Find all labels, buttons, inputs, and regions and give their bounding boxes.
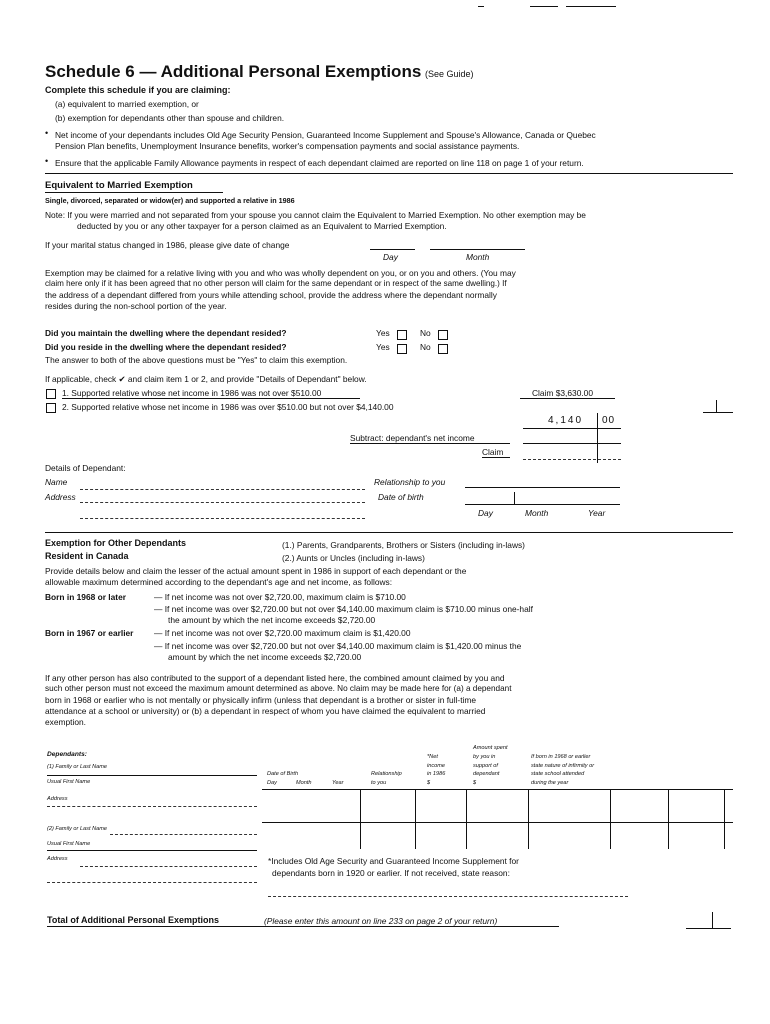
address-label-2: Address bbox=[47, 856, 68, 862]
total-label: Total of Additional Personal Exemptions bbox=[47, 915, 220, 925]
reside-no-checkbox[interactable] bbox=[438, 344, 448, 354]
margin-mark bbox=[703, 412, 733, 413]
equivalent-paragraph-line4: resides during the non-school portion of the year. bbox=[45, 301, 227, 311]
family-name-label-1: (1) Family or Last Name bbox=[47, 764, 107, 770]
equivalent-paragraph-line3: the address of a dependant differed from yours while attending school, provide the address where the dependant normally bbox=[45, 290, 497, 300]
dependants-label: Dependants: bbox=[47, 751, 87, 758]
table-column-divider bbox=[668, 789, 669, 849]
net-income-header: *Net bbox=[427, 754, 438, 760]
address-field-2[interactable] bbox=[80, 866, 257, 867]
born-1968-label: Born in 1968 or later bbox=[45, 592, 126, 602]
born-1967-label: Born in 1967 or earlier bbox=[45, 628, 134, 638]
date-of-birth-header: Date of Birth bbox=[267, 771, 299, 777]
provide-line2: allowable maximum determined according to the dependant's age and net income, as follows: bbox=[45, 577, 393, 587]
yes-label: Yes bbox=[376, 342, 390, 352]
subtract-underline bbox=[350, 443, 510, 444]
other-option1: (1.) Parents, Grandparents, Brothers or Sisters (including in-laws) bbox=[282, 540, 525, 550]
support-paragraph-line5: exemption. bbox=[45, 717, 86, 727]
address-field-2-line2[interactable] bbox=[47, 882, 257, 883]
bullet: • bbox=[45, 128, 49, 138]
section-divider bbox=[45, 532, 733, 533]
question-maintain: Did you maintain the dwelling where the dependant resided? bbox=[45, 328, 287, 338]
stray-mark bbox=[478, 6, 484, 7]
margin-mark bbox=[716, 400, 717, 412]
amount-underline bbox=[523, 428, 621, 429]
table-column-divider bbox=[724, 789, 725, 849]
born-1968-header: If born in 1968 or earlier bbox=[531, 754, 591, 760]
no-label: No bbox=[420, 342, 431, 352]
maintain-no-checkbox[interactable] bbox=[438, 330, 448, 340]
born-1968-header-2: state nature of infirmity or bbox=[531, 763, 595, 769]
amount-spent-header-2: by you in bbox=[473, 754, 496, 760]
dob-divider bbox=[514, 492, 515, 505]
item2-label: 2. Supported relative whose net income in 1986 was over $510.00 but not over $4,140.00 bbox=[62, 402, 394, 412]
reside-yes-checkbox[interactable] bbox=[397, 344, 407, 354]
table-row-divider bbox=[262, 822, 733, 823]
amount-spent-header-3: support of bbox=[473, 763, 498, 769]
name-label: Name bbox=[45, 477, 68, 487]
rule1: — If net income was not over $2,720.00, maximum claim is $710.00 bbox=[154, 592, 406, 602]
address-field[interactable] bbox=[80, 502, 365, 503]
stray-mark bbox=[566, 6, 616, 7]
address-label-1: Address bbox=[47, 796, 68, 802]
usual-name-label-2: Usual First Name bbox=[47, 841, 91, 847]
intro-option-b: (b) exemption for dependants other than spouse and children. bbox=[55, 113, 285, 123]
born-1968-header-4: during the year bbox=[531, 780, 569, 786]
address-label: Address bbox=[45, 492, 76, 502]
rule3: — If net income was not over $2,720.00 maximum claim is $1,420.00 bbox=[154, 628, 411, 638]
footnote-line1: *Includes Old Age Security and Guaranteed Income Supplement for bbox=[268, 856, 519, 866]
equivalent-note-line1: Note: If you were married and not separated from your spouse you cannot claim the Equivalent to Married Exemption. No other exemption may be bbox=[45, 210, 586, 220]
equivalent-heading: Equivalent to Married Exemption bbox=[45, 180, 193, 191]
month-label: Month bbox=[525, 508, 549, 518]
total-field[interactable] bbox=[686, 928, 731, 929]
provide-line1: Provide details below and claim the lesser of the actual amount spent in 1986 in support of each dependant or the bbox=[45, 566, 467, 576]
usual-name-field-2[interactable] bbox=[47, 850, 257, 851]
equivalent-subheading: Single, divorced, separated or widow(er) and supported a relative in 1986 bbox=[45, 196, 295, 205]
stray-mark bbox=[530, 6, 558, 7]
footnote-line2: dependants born in 1920 or earlier. If not received, state reason: bbox=[272, 868, 510, 878]
no-label: No bbox=[420, 328, 431, 338]
equivalent-note-line2: deducted by you or any other taxpayer for a person claimed as an Equivalent to Married Exemption. bbox=[77, 221, 447, 231]
table-row-divider bbox=[262, 789, 733, 790]
family-name-field-1[interactable] bbox=[47, 775, 257, 776]
amount-spent-dollar: $ bbox=[473, 780, 477, 786]
amount-spent-header-4: dependant bbox=[473, 771, 500, 777]
intro-lead: Complete this schedule if you are claiming: bbox=[45, 85, 231, 95]
family-name-label-2: (2) Family or Last Name bbox=[47, 826, 107, 832]
table-column-divider bbox=[466, 789, 467, 849]
item1-claim-underline bbox=[520, 398, 615, 399]
net-income-header-3: in 1986 bbox=[427, 771, 446, 777]
maintain-yes-checkbox[interactable] bbox=[397, 330, 407, 340]
claim-field[interactable] bbox=[523, 459, 621, 460]
intro-bullet2: Ensure that the applicable Family Allowance payments in respect of each dependant claimed are reported on line 118 on page 1 of your return. bbox=[55, 158, 584, 168]
yes-label: Yes bbox=[376, 328, 390, 338]
equivalent-paragraph-line2: claim here only if it has been agreed that no other person will claim for the same dependant or in respect of the same dwelling.) If bbox=[45, 279, 507, 288]
net-income-field[interactable] bbox=[523, 443, 621, 444]
reason-field[interactable] bbox=[268, 896, 628, 897]
net-income-dollar: $ bbox=[427, 780, 431, 786]
net-income-header-2: income bbox=[427, 763, 446, 769]
section-divider bbox=[45, 173, 733, 174]
item1-underline bbox=[62, 398, 360, 399]
question-reside: Did you reside in the dwelling where the dependant resided? bbox=[45, 342, 287, 352]
marital-change-label: If your marital status changed in 1986, please give date of change bbox=[45, 240, 290, 250]
name-field[interactable] bbox=[80, 489, 365, 490]
date-change-month-field[interactable] bbox=[430, 249, 525, 250]
year-label: Year bbox=[588, 508, 606, 518]
page-title: Schedule 6 — Additional Personal Exemptions bbox=[45, 62, 422, 81]
see-guide-link: (See Guide) bbox=[425, 69, 474, 79]
details-heading: Details of Dependant: bbox=[45, 463, 126, 473]
date-of-birth-label: Date of birth bbox=[378, 492, 424, 502]
day-label: Day bbox=[478, 508, 493, 518]
cents-divider bbox=[597, 413, 598, 463]
rule2: — If net income was over $2,720.00 but not over $4,140.00 maximum claim is $710.00 minus one-half bbox=[154, 604, 533, 614]
relationship-header: Relationship bbox=[371, 771, 402, 777]
item1-checkbox[interactable] bbox=[46, 389, 56, 399]
base-amount-cents: 00 bbox=[602, 415, 616, 426]
claim-label: Claim bbox=[482, 447, 504, 457]
support-paragraph-line1: If any other person has also contributed to the support of a dependant listed here, the combined amount claimed by you and bbox=[45, 673, 505, 683]
base-amount-dollars: 4,140 bbox=[548, 415, 584, 426]
relationship-header-2: to you bbox=[371, 780, 387, 786]
support-paragraph-line4: attendance at a school or university) or (b) a dependant in respect of whom you have claimed the equivalent to married bbox=[45, 706, 486, 716]
month-label: Month bbox=[466, 252, 490, 262]
table-column-divider bbox=[610, 789, 611, 849]
dob-year-header: Year bbox=[332, 780, 344, 786]
address-field-1[interactable] bbox=[47, 806, 257, 807]
check-instruction: If applicable, check ✔ and claim item 1 or 2, and provide "Details of Dependant" below. bbox=[45, 374, 367, 384]
date-change-day-field[interactable] bbox=[370, 249, 415, 250]
dob-day-header: Day bbox=[267, 780, 277, 786]
address-field-line2[interactable] bbox=[80, 518, 365, 519]
table-column-divider bbox=[415, 789, 416, 849]
item2-checkbox[interactable] bbox=[46, 403, 56, 413]
amount-spent-header: Amount spent bbox=[473, 745, 508, 751]
intro-bullet1-line2: Pension Plan benefits, Unemployment Insurance benefits, worker's compensation payments and social assistance payments. bbox=[55, 141, 520, 151]
total-note: (Please enter this amount on line 233 on page 2 of your return) bbox=[264, 916, 498, 926]
rule2-continued: the amount by which the net income exceeds $2,720.00 bbox=[168, 615, 376, 625]
support-paragraph-line2: such other person must not exceed the maximum amount determined as above. No claim may be made here for (a) a dependant bbox=[45, 684, 512, 693]
answer-note: The answer to both of the above questions must be "Yes" to claim this exemption. bbox=[45, 355, 348, 365]
day-label: Day bbox=[383, 252, 398, 262]
rule4-continued: amount by which the net income exceeds $2,720.00 bbox=[168, 652, 362, 662]
table-column-divider bbox=[360, 789, 361, 849]
subtract-label: Subtract: dependant's net income bbox=[350, 433, 475, 443]
equivalent-paragraph-line1: Exemption may be claimed for a relative living with you and who was wholly dependent on you, or on you and others. (You may bbox=[45, 268, 516, 278]
claim-underline bbox=[482, 457, 510, 458]
bullet: • bbox=[45, 156, 49, 166]
total-field-divider bbox=[712, 912, 713, 928]
date-of-birth-field[interactable] bbox=[465, 504, 620, 505]
other-option2: (2.) Aunts or Uncles (including in-laws) bbox=[282, 553, 425, 563]
table-column-divider bbox=[528, 789, 529, 849]
relationship-label: Relationship to you bbox=[374, 477, 446, 487]
other-heading-line1: Exemption for Other Dependants bbox=[45, 538, 187, 548]
support-paragraph-line3: born in 1968 or earlier who is not mentally or physically infirm (unless that dependant is a brother or sister in full-time bbox=[45, 695, 477, 705]
total-underline bbox=[47, 926, 559, 927]
intro-option-a: (a) equivalent to married exemption, or bbox=[55, 99, 199, 109]
usual-name-label-1: Usual First Name bbox=[47, 779, 91, 785]
dob-month-header: Month bbox=[296, 780, 312, 786]
intro-bullet1-line1: Net income of your dependants includes Old Age Security Pension, Guaranteed Income Supplement and Spouse's Allowance, Canada or Quebec bbox=[55, 130, 596, 140]
item1-claim: Claim $3,630.00 bbox=[532, 388, 593, 398]
rule4: — If net income was over $2,720.00 but not over $4,140.00 maximum claim is $1,420.00 minus the bbox=[154, 641, 522, 651]
relationship-field[interactable] bbox=[465, 487, 620, 488]
born-1968-header-3: state school attended bbox=[531, 771, 585, 777]
family-name-field-2[interactable] bbox=[110, 834, 257, 835]
item1-label: 1. Supported relative whose net income in 1986 was not over $510.00 bbox=[62, 388, 322, 398]
other-heading-line2: Resident in Canada bbox=[45, 551, 129, 561]
heading-underline bbox=[45, 192, 223, 193]
